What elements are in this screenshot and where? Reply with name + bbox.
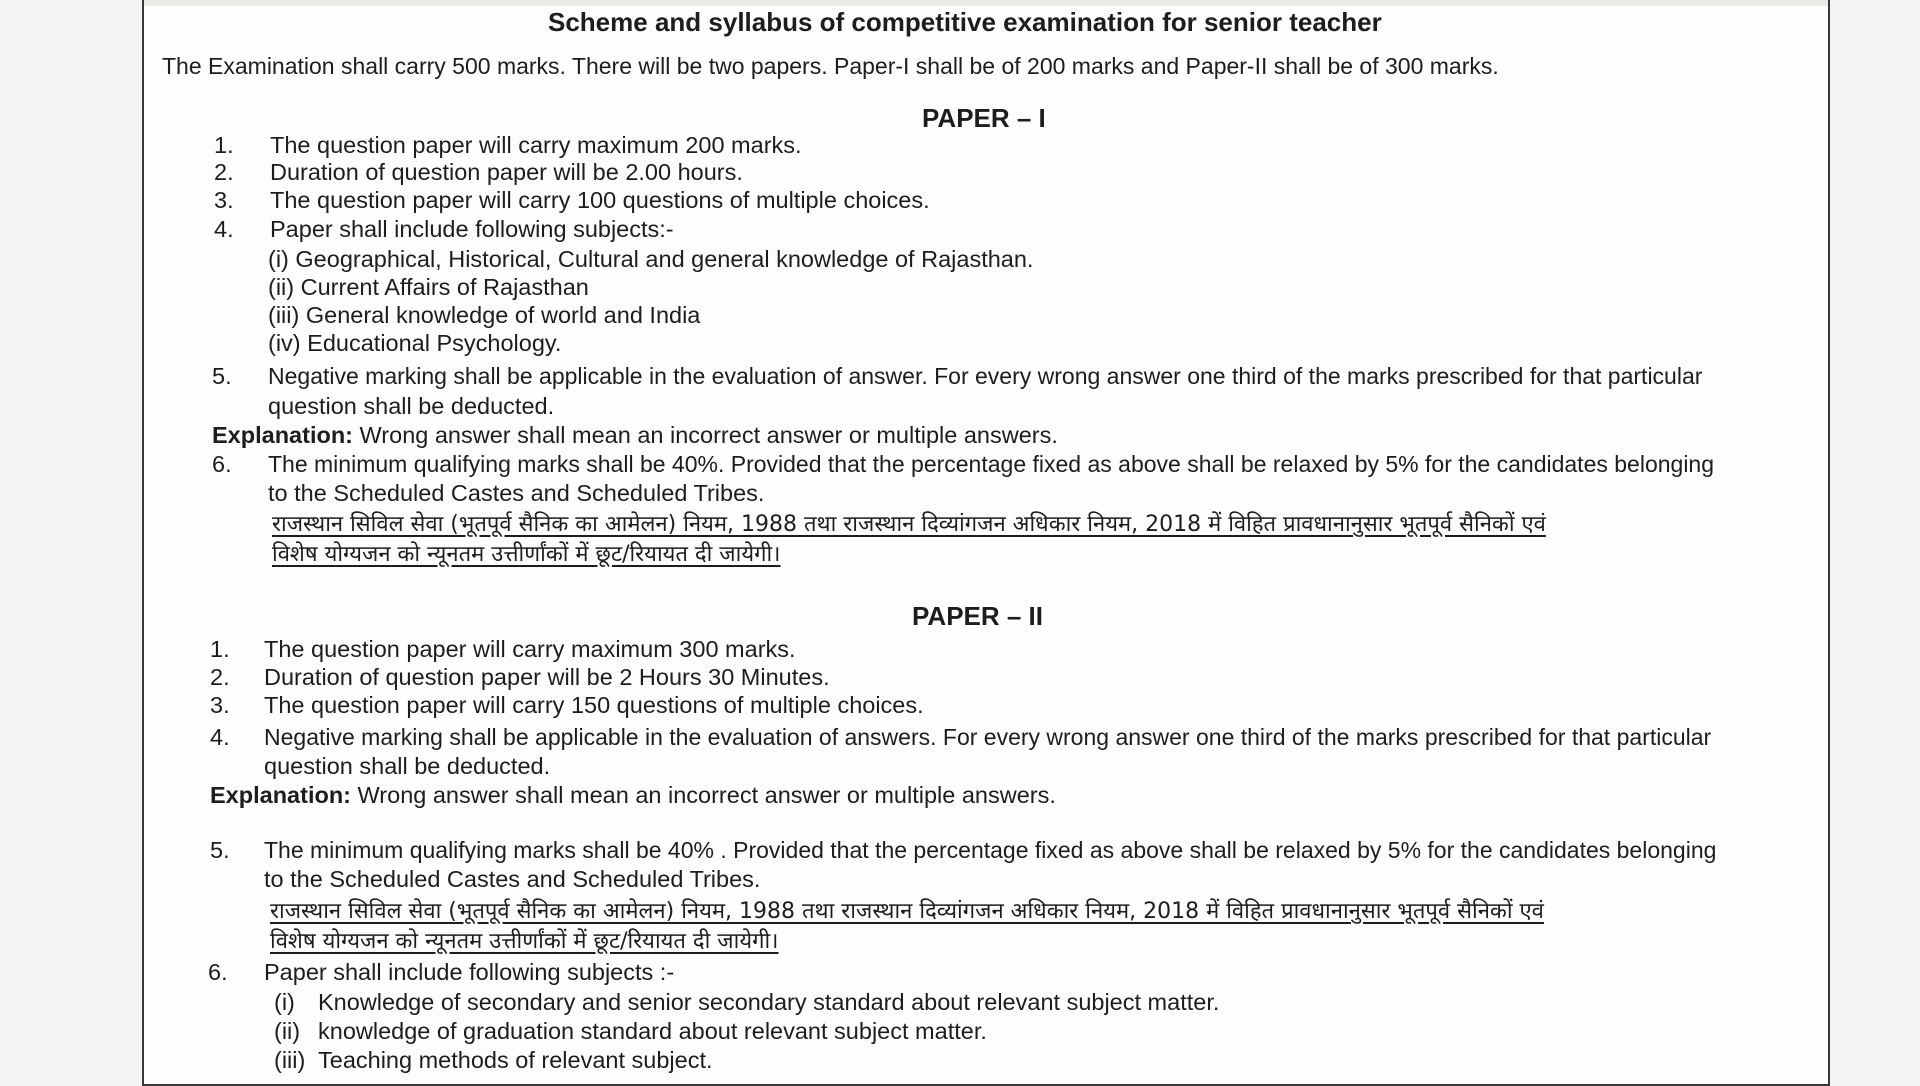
paper2-item5-line2: to the Scheduled Castes and Scheduled Tribes. [264, 866, 761, 892]
paper1-item5-line1: Negative marking shall be applicable in the evaluation of answer. For every wrong answer one third of the marks prescribed for that particular [268, 363, 1703, 389]
paper1-item6-line1: The minimum qualifying marks shall be 40%. Provided that the percentage fixed as above shall be relaxed by 5% for the candidates belonging [268, 451, 1715, 477]
document-title: Scheme and syllabus of competitive examination for senior teacher [548, 7, 1382, 37]
paper1-item3-number: 3. [214, 187, 234, 213]
paper2-item3-text: The question paper will carry 150 questions of multiple choices. [264, 692, 924, 718]
paper1-explanation-text: Wrong answer shall mean an incorrect answer or multiple answers. [359, 422, 1058, 448]
paper1-subject-1: (i) Geographical, Historical, Cultural and general knowledge of Rajasthan. [268, 246, 1034, 272]
intro-paragraph: The Examination shall carry 500 marks. There will be two papers. Paper-I shall be of 200 marks and Paper-II shall be of 300 marks. [162, 53, 1499, 79]
paper1-item4-number: 4. [214, 216, 234, 242]
paper1-item6-number: 6. [212, 451, 232, 477]
paper2-subject2-number: (ii) [274, 1018, 301, 1044]
paper2-item4-line1: Negative marking shall be applicable in the evaluation of answers. For every wrong answer one third of the marks prescribed for that particular [264, 724, 1712, 750]
paper1-item2-text: Duration of question paper will be 2.00 hours. [270, 159, 743, 185]
paper1-item5-line2: question shall be deducted. [268, 393, 555, 419]
paper2-explanation [210, 781, 1056, 809]
paper2-explanation-text: Wrong answer shall mean an incorrect answer or multiple answers. [357, 782, 1056, 808]
paper1-subject-2: (ii) Current Affairs of Rajasthan [268, 274, 589, 300]
paper1-item6-line2: to the Scheduled Castes and Scheduled Tribes. [268, 480, 765, 506]
paper2-item4-number: 4. [210, 724, 230, 750]
paper2-heading: PAPER – II [912, 601, 1044, 631]
paper2-item1-text: The question paper will carry maximum 300 marks. [264, 636, 796, 662]
paper2-subject3-number: (iii) [274, 1047, 306, 1073]
paper1-hindi-line1: राजस्थान सिविल सेवा (भूतपूर्व सैनिक का आमेलन) नियम, 1988 तथा राजस्थान दिव्यांगजन अधिकार नियम, 2018 में विहित प्रावधानानुसार भूतपूर्व सैनिकों एवं [272, 512, 1546, 537]
paper2-item3-number: 3. [210, 692, 230, 718]
paper1-item4-text: Paper shall include following subjects:- [270, 216, 674, 242]
paper2-subject3-text: Teaching methods of relevant subject. [318, 1047, 713, 1073]
paper2-hindi-line1: राजस्थान सिविल सेवा (भूतपूर्व सैनिक का आमेलन) नियम, 1988 तथा राजस्थान दिव्यांगजन अधिकार नियम, 2018 में विहित प्रावधानानुसार भूतपूर्व सैनिकों एवं [270, 899, 1544, 924]
paper1-item1-text: The question paper will carry maximum 200 marks. [270, 132, 802, 158]
paper2-subject1-number: (i) [274, 989, 295, 1015]
paper2-subject1-text: Knowledge of secondary and senior secondary standard about relevant subject matter. [318, 989, 1220, 1015]
paper1-hindi-line2: विशेष योग्यजन को न्यूनतम उत्तीर्णांकों में छूट/रियायत दी जायेगी। [272, 542, 781, 567]
paper1-heading: PAPER – I [922, 103, 1046, 133]
paper1-subject-4: (iv) Educational Psychology. [268, 330, 562, 356]
paper2-item4-line2: question shall be deducted. [264, 753, 551, 779]
paper2-explanation-label: Explanation: [210, 782, 352, 808]
paper2-hindi-line2: विशेष योग्यजन को न्यूनतम उत्तीर्णांकों में छूट/रियायत दी जायेगी। [270, 929, 779, 954]
paper1-subject-3: (iii) General knowledge of world and India [268, 302, 701, 328]
paper1-explanation-label: Explanation: [212, 422, 354, 448]
paper2-item6-number: 6. [208, 959, 228, 985]
paper2-item5-number: 5. [210, 837, 230, 863]
paper2-item2-number: 2. [210, 664, 230, 690]
paper2-item1-number: 1. [210, 636, 230, 662]
paper2-item2-text: Duration of question paper will be 2 Hours 30 Minutes. [264, 664, 830, 690]
paper2-item6-text: Paper shall include following subjects :- [264, 959, 675, 985]
paper1-item2-number: 2. [214, 159, 234, 185]
paper2-subject2-text: knowledge of graduation standard about relevant subject matter. [318, 1018, 987, 1044]
paper1-item5-number: 5. [212, 363, 232, 389]
paper1-item3-text: The question paper will carry 100 questions of multiple choices. [270, 187, 930, 213]
paper2-item5-line1: The minimum qualifying marks shall be 40% . Provided that the percentage fixed as above shall be relaxed by 5% for the candidates belonging [264, 837, 1717, 863]
paper1-explanation [212, 421, 1058, 449]
paper1-item1-number: 1. [214, 132, 234, 158]
